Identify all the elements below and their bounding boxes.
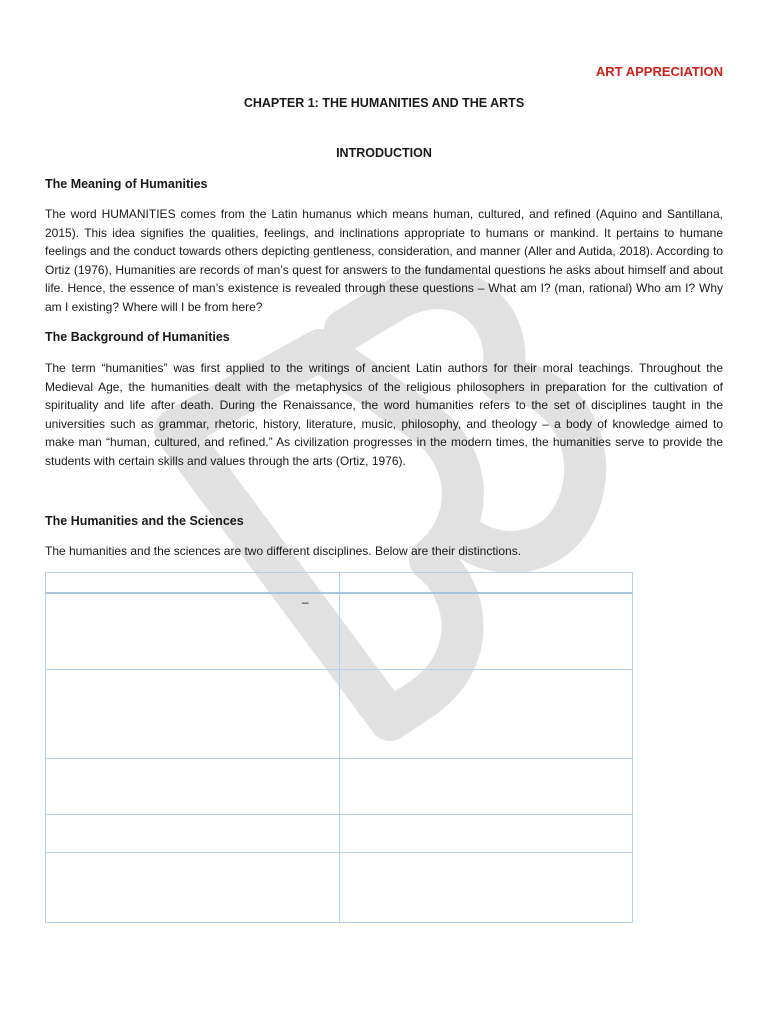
paragraph-humanities-and-sciences: The humanities and the sciences are two different disciplines. Below are their distinctions. <box>45 544 522 558</box>
table-cell <box>46 593 340 669</box>
heading-humanities-and-sciences: The Humanities and the Sciences <box>45 514 244 528</box>
table-row <box>46 758 633 814</box>
document-header: ART APPRECIATION <box>595 64 723 79</box>
table-row <box>46 593 633 669</box>
table-cell <box>46 669 340 758</box>
table-header-cell <box>339 573 633 594</box>
table-row <box>46 814 633 852</box>
paragraph-meaning-of-humanities: The word HUMANITIES comes from the Latin humanus which means human, cultured, and refined (Aquino and Santillana, 2015). This idea signifies the qualities, feelings, and inclinations appropriate to humans or mankind. It pertains to humane feelings and the conduct towards others depicting gentleness, consideration, and manner (Aller and Autida, 2018). According to Ortiz (1976), Humanities are records of man’s quest for answers to the fundamental questions he asks about himself and about life. Hence, the essence of man’s existence is revealed through these questions – What am I? (man, rational) Who am I? Why am I existing? Where will I be from here? <box>45 207 723 314</box>
cell-mark: – <box>301 595 309 609</box>
table-cell <box>339 852 633 922</box>
table-cell <box>339 593 633 669</box>
heading-background-of-humanities: The Background of Humanities <box>45 330 230 344</box>
table-cell <box>339 669 633 758</box>
table-header-row <box>46 573 633 594</box>
heading-meaning-of-humanities: The Meaning of Humanities <box>45 177 208 191</box>
distinctions-table <box>45 572 633 923</box>
table-cell <box>46 814 340 852</box>
table-cell <box>339 758 633 814</box>
table-row <box>46 669 633 758</box>
chapter-title: CHAPTER 1: THE HUMANITIES AND THE ARTS <box>243 96 525 110</box>
table-cell <box>46 758 340 814</box>
table-header-cell <box>46 573 340 594</box>
paragraph-background-of-humanities: The term “humanities” was first applied to the writings of ancient Latin authors for their moral teachings. Throughout the Medieval Age, the humanities dealt with the metaphysics of the religious philosophers in preparation for the cultivation of spirituality and life after death. During the Renaissance, the word humanities refers to the set of disciplines taught in the universities such as grammar, rhetoric, history, literature, music, philosophy, and theology – a body of knowledge aimed to make man “human, cultured, and refined.” As civilization progresses in the modern times, the humanities serve to provide the students with certain skills and values through the arts (Ortiz, 1976). <box>45 361 723 468</box>
table-cell <box>46 852 340 922</box>
section-title: INTRODUCTION <box>336 146 432 160</box>
table-row <box>46 852 633 922</box>
table-cell <box>339 814 633 852</box>
